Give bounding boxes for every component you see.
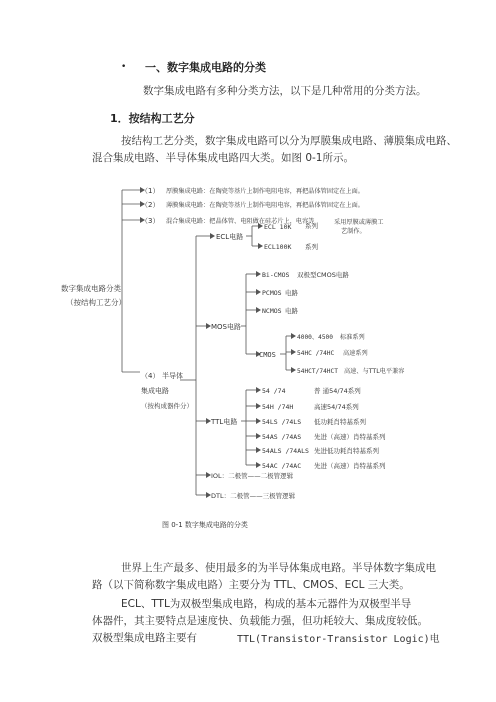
paragraph-line: 体器件，其主要特点是速度快、负载能力强，但功耗较大、集成度较低。 xyxy=(92,615,428,627)
bullet-icon: • xyxy=(121,62,127,72)
ttl-desc: 低功耗肖特基系列 xyxy=(314,418,366,426)
ttl-label: TTL电路 xyxy=(211,418,238,426)
mos-desc: 电路 xyxy=(285,289,298,297)
paragraph-line: 混合集成电路、半导体集成电路四大类。如图 0-1所示。 xyxy=(92,152,354,164)
cmos-desc: 标准系列 xyxy=(340,334,365,341)
ttl-code: 54AC /74AC xyxy=(262,462,302,470)
item-text: 半导体 xyxy=(162,372,183,380)
paragraph-line: 世界上生产最多、使用最多的为半导体集成电路。半导体数字集成电 xyxy=(121,562,436,574)
ecl-desc: 系列 xyxy=(305,243,318,251)
paragraph-line: ECL、TTL为双极型集成电路，构成的基本元器件为双极型半导 xyxy=(121,598,412,610)
paragraph-line: 双极型集成电路主要有 xyxy=(92,632,197,644)
item-text: 采用厚膜或薄膜工 xyxy=(334,219,384,226)
ttl-code: 54AS /74AS xyxy=(262,433,302,441)
mos-label: MOS电路 xyxy=(211,323,241,331)
item-text: 集成电路 xyxy=(141,387,169,395)
subsection-title: 1．按结构工艺分 xyxy=(110,112,195,125)
mos-code: NCMOS xyxy=(262,307,282,315)
ttl-desc: 先进（高速）肖特基系列 xyxy=(314,433,386,441)
root-sublabel: （按结构工艺分） xyxy=(66,298,126,307)
item-text: （按构成器件分） xyxy=(141,402,193,410)
item-text: 厚膜集成电路：在陶瓷等基片上制作电阻电容，再把晶体管固定在上面。 xyxy=(166,188,364,195)
item-text: 艺制作。 xyxy=(341,228,366,235)
ecl-code: ECL 10K xyxy=(264,223,292,231)
mos-code: PCMOS xyxy=(262,289,282,297)
ttl-code: 54H /74H xyxy=(262,403,294,411)
mos-desc: 双极型CMOS电路 xyxy=(297,271,349,279)
intro-paragraph: 数字集成电路有多种分类方法，以下是几种常用的分类方法。 xyxy=(143,85,427,97)
item-text: 混合集成电路：把晶体管、电阻做在硅芯片上，电容等 xyxy=(166,218,315,225)
section-title: 一、数字集成电路的分类 xyxy=(145,61,266,74)
item-number: （1） xyxy=(141,187,160,195)
ecl-code: ECL100K xyxy=(264,243,292,251)
mos-desc: 电路 xyxy=(285,307,298,315)
cmos-desc: 高速系列 xyxy=(343,350,368,357)
ttl-desc: 普 通54/74系列 xyxy=(314,387,361,395)
cmos-label: CMOS xyxy=(259,351,276,359)
dtl-label: DTL：二极管——三极管逻辑 xyxy=(211,492,296,500)
ttl-desc: 高速54/74系列 xyxy=(314,403,359,411)
mos-code: Bi-CMOS xyxy=(262,271,290,279)
cmos-desc: 高速、与TTL电平兼容 xyxy=(344,368,405,375)
iol-label: IOL：二极管——二极管逻辑 xyxy=(211,472,294,480)
cmos-code: 54HC /74HC xyxy=(297,350,335,357)
ttl-code: 54LS /74LS xyxy=(262,418,302,426)
root-label: 数字集成电路分类 xyxy=(61,284,121,293)
paragraph-line: 路（以下简称数字集成电路）主要分为 TTL、CMOS、ECL 三大类。 xyxy=(92,579,410,591)
ttl-desc: 先进低功耗肖特基系列 xyxy=(314,447,379,455)
item-number: （2） xyxy=(141,201,160,209)
item-number: （3） xyxy=(141,217,160,225)
ttl-code: 54 /74 xyxy=(262,387,286,395)
ecl-desc: 系列 xyxy=(305,222,318,230)
item-text: 薄膜集成电路：在陶瓷等基片上制作电阻电容，再把晶体管固定在上面。 xyxy=(166,202,364,209)
ttl-code: 54ALS /74ALS xyxy=(262,447,309,455)
ttl-desc: 先进（高速）肖特基系列 xyxy=(314,462,386,470)
cmos-code: 54HCT/74HCT xyxy=(297,368,338,375)
paragraph-line: 按结构工艺分类，数字集成电路可以分为厚膜集成电路、薄膜集成电路、 xyxy=(121,135,457,147)
paragraph-line: TTL(Transistor-Transistor Logic)电 xyxy=(237,634,440,645)
item-number: （4） xyxy=(141,372,160,380)
cmos-code: 4000、4500 xyxy=(297,334,333,341)
figure-caption: 图 0-1 数字集成电路的分类 xyxy=(162,521,248,529)
ecl-label: ECL电路 xyxy=(216,233,244,241)
